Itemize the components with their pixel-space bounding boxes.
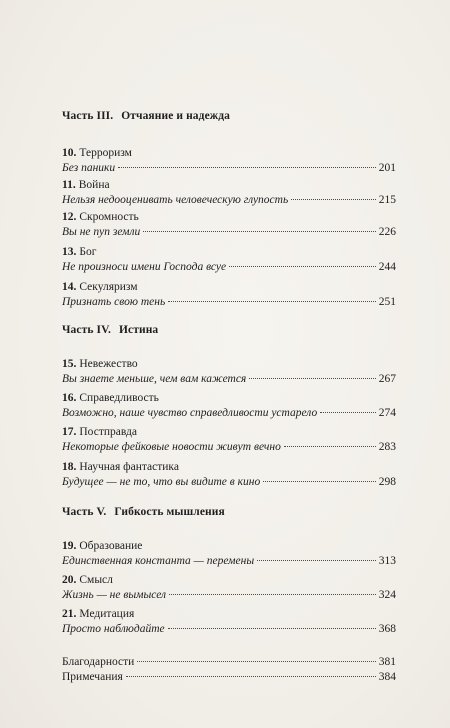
dot-leader (229, 266, 376, 267)
page-number: 226 (378, 226, 396, 238)
chapter-number: 14. (62, 281, 77, 293)
part-heading (62, 506, 225, 518)
chapter-title: Скромность (79, 211, 139, 223)
page-number: 201 (378, 162, 396, 174)
toc-entry[interactable] (62, 280, 396, 310)
toc-entry[interactable] (62, 425, 396, 455)
chapter-number: 20. (62, 574, 77, 586)
dot-leader (284, 446, 376, 447)
toc-entry[interactable] (62, 655, 396, 670)
page-number: 384 (378, 671, 396, 683)
back-matter-title: Примечания (62, 671, 123, 683)
chapter-title: Невежество (79, 358, 138, 370)
page-number: 298 (378, 476, 396, 488)
dot-leader (263, 481, 376, 482)
page-number: 251 (378, 296, 396, 308)
chapter-number: 11. (62, 179, 76, 191)
page-number: 274 (378, 407, 396, 419)
dot-leader (291, 199, 376, 200)
chapter-subtitle: Вы не пуп земли (62, 226, 141, 238)
toc-entry[interactable] (62, 670, 396, 685)
chapter-subtitle: Без паники (62, 162, 116, 174)
dot-leader (143, 231, 375, 232)
chapter-title: Бог (79, 246, 97, 258)
chapter-subtitle: Будущее — не то, что вы видите в кино (62, 476, 261, 488)
chapter-subtitle: Не произноси имени Господа всуе (62, 261, 227, 273)
chapter-subtitle: Признать свою тень (62, 296, 166, 308)
page-number: 215 (378, 194, 396, 206)
chapter-number: 16. (62, 392, 77, 404)
dot-leader (118, 167, 376, 168)
chapter-title: Смысл (79, 574, 113, 586)
toc-entry[interactable] (62, 607, 396, 637)
page-number: 267 (378, 373, 396, 385)
part-title: Гибкость мышления (114, 506, 225, 518)
chapter-subtitle: Просто наблюдайте (62, 623, 165, 635)
toc-entry[interactable] (62, 146, 396, 176)
chapter-number: 12. (62, 211, 77, 223)
chapter-number: 13. (62, 246, 77, 258)
chapter-subtitle: Нельзя недооценивать человеческую глупость (62, 194, 289, 206)
chapter-subtitle: Возможно, наше чувство справедливости устарело (62, 407, 318, 419)
chapter-title: Секуляризм (79, 281, 138, 293)
page-number: 283 (378, 441, 396, 453)
part-label: Часть III. (62, 110, 114, 122)
chapter-title: Терроризм (79, 147, 132, 159)
page-number: 324 (378, 589, 396, 601)
page-number: 313 (378, 555, 396, 567)
part-heading (62, 324, 158, 336)
part-heading (62, 110, 230, 122)
chapter-number: 21. (62, 608, 77, 620)
back-matter-title: Благодарности (62, 656, 135, 668)
chapter-number: 19. (62, 540, 77, 552)
chapter-title: Война (78, 179, 110, 191)
toc-entry[interactable] (62, 391, 396, 421)
toc-entry[interactable] (62, 245, 396, 275)
chapter-subtitle: Некоторые фейковые новости живут вечно (62, 441, 281, 453)
chapter-subtitle: Единственная константа — перемены (62, 555, 255, 567)
page-number: 368 (378, 623, 396, 635)
chapter-title: Постправда (79, 426, 137, 438)
chapter-number: 10. (62, 147, 77, 159)
dot-leader (249, 378, 375, 379)
part-title: Отчаяние и надежда (121, 110, 230, 122)
dot-leader (320, 412, 376, 413)
toc-entry[interactable] (62, 460, 396, 490)
dot-leader (257, 560, 376, 561)
part-label: Часть V. (62, 506, 107, 518)
dot-leader (168, 628, 376, 629)
toc-entry[interactable] (62, 573, 396, 603)
chapter-number: 15. (62, 358, 77, 370)
chapter-subtitle: Жизнь — не вымысел (62, 589, 167, 601)
page-number: 381 (378, 656, 396, 668)
chapter-title: Образование (79, 540, 143, 552)
page-number: 244 (378, 261, 396, 273)
dot-leader (169, 594, 376, 595)
dot-leader (168, 301, 376, 302)
chapter-title: Научная фантастика (79, 461, 179, 473)
chapter-subtitle: Вы знаете меньше, чем вам кажется (62, 373, 247, 385)
dot-leader (137, 661, 375, 662)
chapter-number: 18. (62, 461, 77, 473)
toc-entry[interactable] (62, 357, 396, 387)
part-label: Часть IV. (62, 324, 111, 336)
part-title: Истина (118, 324, 159, 336)
chapter-title: Справедливость (79, 392, 159, 404)
chapter-number: 17. (62, 426, 77, 438)
chapter-title: Медитация (79, 608, 135, 620)
dot-leader (126, 676, 376, 677)
toc-entry[interactable] (62, 210, 396, 240)
toc-entry[interactable] (62, 178, 396, 208)
toc-entry[interactable] (62, 539, 396, 569)
